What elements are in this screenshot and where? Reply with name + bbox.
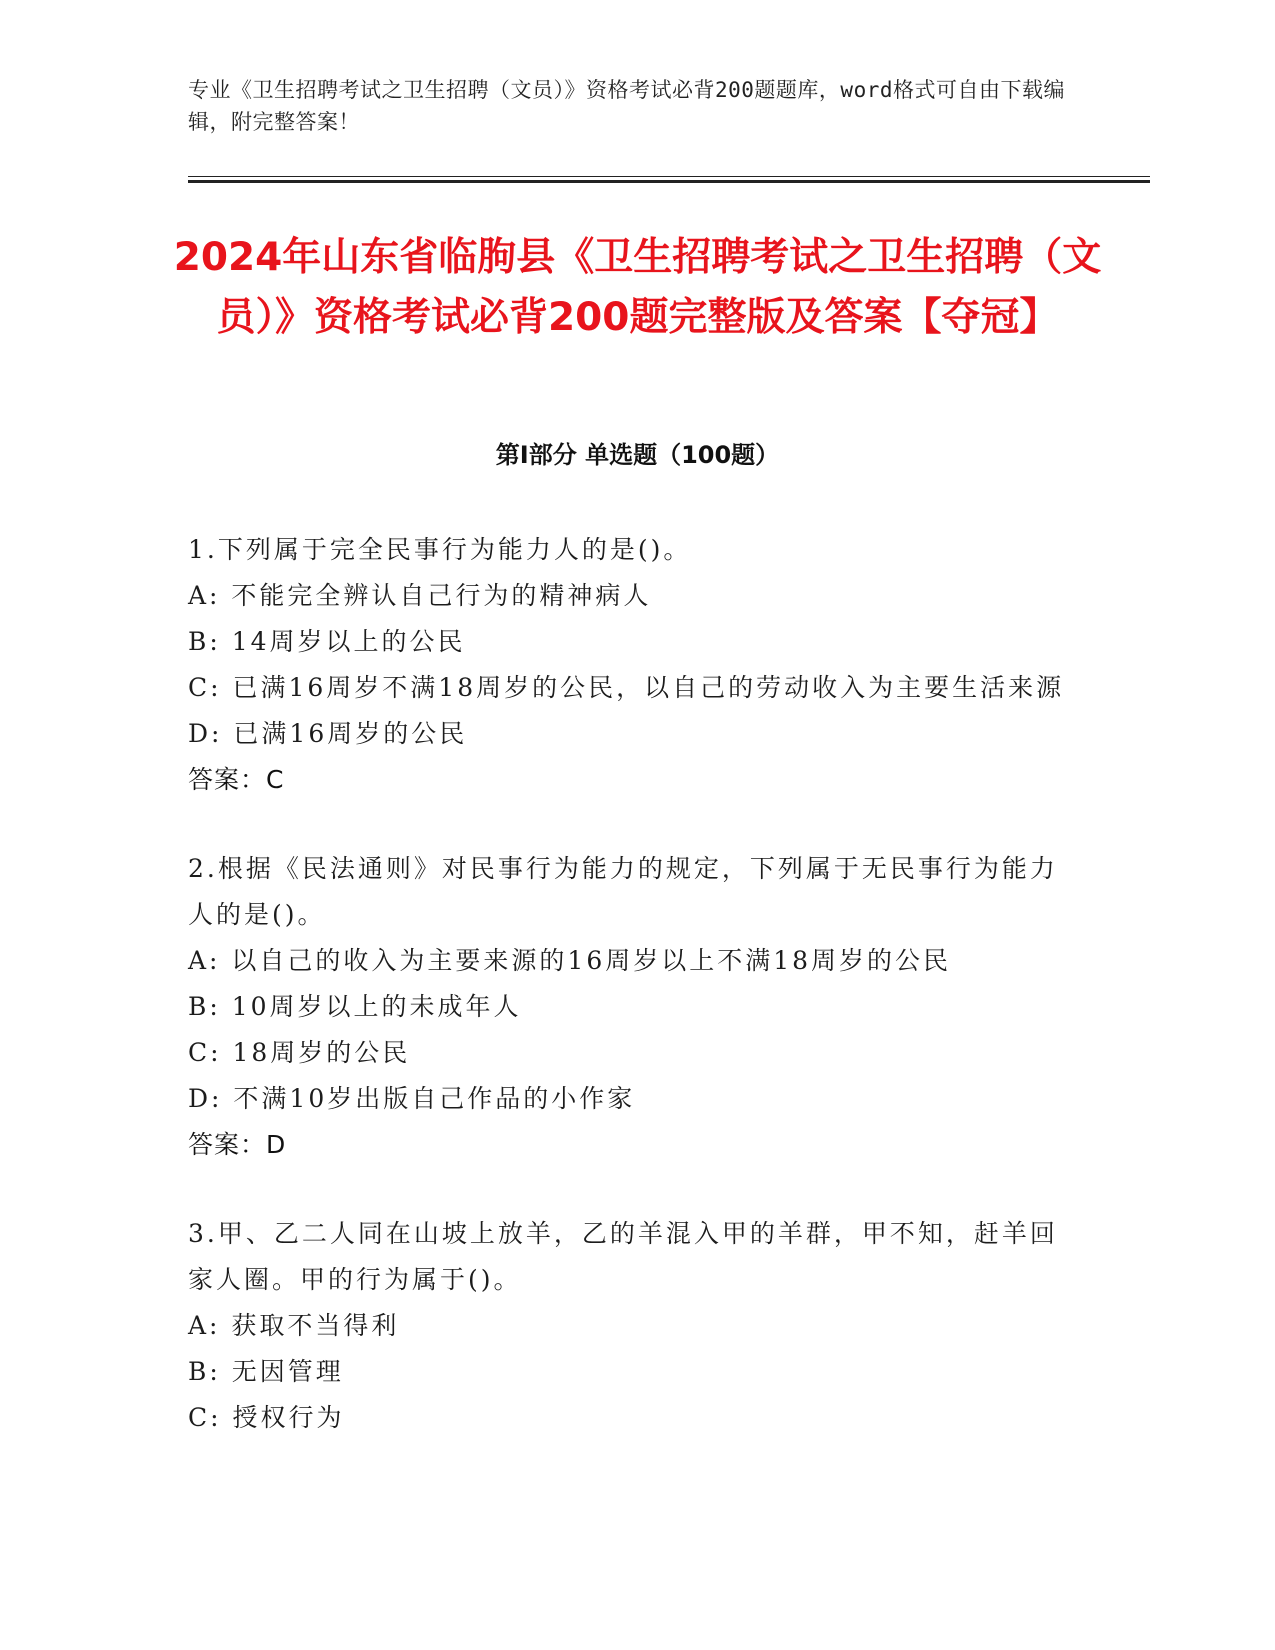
header-divider-thick: [188, 180, 1150, 183]
question-stem: 2.根据《民法通则》对民事行为能力的规定，下列属于无民事行为能力人的是()。: [188, 854, 1058, 929]
question-1: [188, 527, 1078, 803]
option-c: C: 18周岁的公民: [188, 1038, 411, 1067]
option-d: D: 不满10岁出版自己作品的小作家: [188, 1084, 636, 1113]
question-list: [188, 527, 1078, 1484]
header-note: 专业《卫生招聘考试之卫生招聘（文员）》资格考试必背200题题库，word格式可自由下载编辑，附完整答案！: [188, 78, 1065, 134]
question-3: [188, 1211, 1078, 1441]
section-heading: 第I部分 单选题（100题）: [495, 441, 780, 469]
header-divider-thin: [188, 176, 1150, 177]
option-a: A: 获取不当得利: [188, 1311, 400, 1340]
option-b: B: 14周岁以上的公民: [188, 627, 466, 656]
option-d: D: 已满16周岁的公民: [188, 719, 468, 748]
option-c: C: 授权行为: [188, 1403, 345, 1432]
question-stem: 1.下列属于完全民事行为能力人的是()。: [188, 535, 692, 564]
question-2: [188, 846, 1078, 1168]
answer-label: 答案：C: [188, 765, 285, 794]
option-a: A: 不能完全辨认自己行为的精神病人: [188, 581, 652, 610]
document-title: 2024年山东省临朐县《卫生招聘考试之卫生招聘（文员）》资格考试必背200题完整版及答案【夺冠】: [173, 235, 1102, 340]
option-c: C: 已满16周岁不满18周岁的公民，以自己的劳动收入为主要生活来源: [188, 673, 1065, 702]
option-a: A: 以自己的收入为主要来源的16周岁以上不满18周岁的公民: [188, 946, 952, 975]
answer-label: 答案：D: [188, 1130, 287, 1159]
option-b: B: 无因管理: [188, 1357, 344, 1386]
question-stem: 3.甲、乙二人同在山坡上放羊，乙的羊混入甲的羊群，甲不知，赶羊回家人圈。甲的行为属于()。: [188, 1219, 1058, 1294]
option-b: B: 10周岁以上的未成年人: [188, 992, 522, 1021]
